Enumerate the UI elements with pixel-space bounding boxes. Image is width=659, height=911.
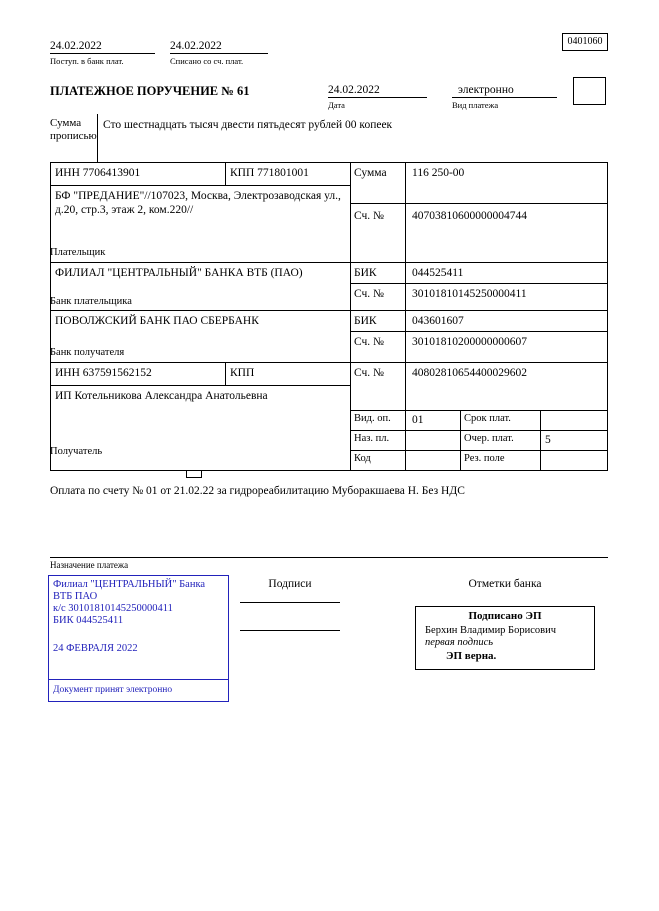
payer-bank-section-label: Банк плательщика (50, 296, 132, 307)
payment-kind-value: электронно (458, 84, 514, 96)
payee-kpp-label: КПП (230, 367, 255, 379)
payer-account-label: Сч. № (354, 210, 385, 222)
payee-inn: ИНН 637591562152 (55, 367, 152, 379)
debited-date-label: Списано со сч. плат. (170, 56, 244, 66)
underline (50, 53, 155, 54)
grid-line (540, 410, 541, 470)
sum-value: 116 250-00 (412, 167, 465, 179)
signature-line (240, 602, 340, 603)
grid-line (50, 162, 608, 163)
term-label: Срок плат. (464, 413, 511, 424)
underline (452, 97, 557, 98)
grid-line (97, 114, 98, 162)
payer-bank-bik-value: 044525411 (412, 267, 464, 279)
esign-stamp-box (415, 606, 595, 670)
payee-account-value: 40802810654400029602 (412, 367, 527, 379)
grid-line (350, 283, 608, 284)
purpose-text: Оплата по счету № 01 от 21.02.22 за гидрореабилитацию Муборакшаева Н. Без НДС (50, 485, 465, 497)
grid-line (350, 410, 608, 411)
stamp-footer: Документ принят электронно (49, 679, 228, 701)
underline (170, 53, 268, 54)
payer-bank-account-label: Сч. № (354, 288, 385, 300)
page-title: ПЛАТЕЖНОЕ ПОРУЧЕНИЕ № 61 (50, 84, 250, 98)
payer-inn: ИНН 7706413901 (55, 167, 141, 179)
payment-kind-label: Вид платежа (452, 100, 499, 110)
stamp-line-3: к/с 30101810145250000411 (53, 603, 173, 614)
priority-label: Очер. плат. (464, 433, 514, 444)
payee-bank-name: ПОВОЛЖСКИЙ БАНК ПАО СБЕРБАНК (55, 315, 259, 327)
grid-line (405, 162, 406, 470)
debited-date-value: 24.02.2022 (170, 40, 222, 52)
payer-bank-name: ФИЛИАЛ "ЦЕНТРАЛЬНЫЙ" БАНКА ВТБ (ПАО) (55, 267, 303, 279)
payee-name: ИП Котельникова Александра Анатольевна (55, 390, 268, 402)
grid-line (460, 410, 461, 470)
grid-line (350, 203, 608, 204)
form-code: 0401060 (567, 36, 603, 47)
grid-line (50, 310, 608, 311)
bank-stamp-box (48, 575, 229, 702)
header-box (573, 77, 606, 105)
op-kind-label: Вид. оп. (354, 413, 391, 424)
payer-account-value: 40703810600000004744 (412, 210, 527, 222)
payer-bank-bik-label: БИК (354, 267, 377, 279)
payee-bank-bik-value: 043601607 (412, 315, 464, 327)
op-kind-value: 01 (412, 414, 424, 426)
amount-words-label: Сумма прописью (50, 117, 97, 143)
grid-line (350, 430, 608, 431)
grid-line (225, 162, 226, 185)
doc-date-label: Дата (328, 100, 345, 110)
grid-line (50, 385, 350, 386)
sum-label: Сумма (354, 167, 387, 179)
grid-line (350, 331, 608, 332)
reserve-label: Рез. поле (464, 453, 505, 464)
signature-line (240, 630, 340, 631)
priority-value: 5 (545, 434, 551, 446)
doc-date-value: 24.02.2022 (328, 84, 380, 96)
esign-verdict: ЭП верна. (446, 649, 497, 662)
signatures-label: Подписи (268, 578, 312, 590)
payee-bank-account-value: 30101810200000000607 (412, 336, 527, 348)
received-date-label: Поступ. в банк плат. (50, 56, 124, 66)
bank-marks-label: Отметки банка (468, 578, 542, 590)
grid-line (50, 262, 608, 263)
payee-bank-section-label: Банк получателя (50, 347, 125, 358)
grid-line (50, 162, 51, 470)
grid-line (50, 470, 608, 471)
grid-line (607, 162, 608, 470)
grid-line (50, 362, 608, 363)
underline (328, 97, 427, 98)
purpose-code-label: Наз. пл. (354, 433, 390, 444)
stamp-line-1: Филиал "ЦЕНТРАЛЬНЫЙ" Банка (53, 579, 206, 590)
purpose-label: Назначение платежа (50, 560, 129, 570)
grid-line (350, 162, 351, 470)
bracket-mark (186, 470, 202, 478)
stamp-line-2: ВТБ ПАО (53, 591, 98, 602)
payee-bank-bik-label: БИК (354, 315, 377, 327)
grid-line (50, 557, 608, 558)
received-date-value: 24.02.2022 (50, 40, 102, 52)
code-label: Код (354, 453, 371, 464)
stamp-date: 24 ФЕВРАЛЯ 2022 (53, 643, 138, 654)
grid-line (225, 362, 226, 385)
esign-name: Берхин Владимир Борисович (425, 624, 556, 636)
grid-line (350, 450, 608, 451)
payee-bank-account-label: Сч. № (354, 336, 385, 348)
amount-words-value: Сто шестнадцать тысяч двести пятьдесят рублей 00 копеек (103, 119, 393, 131)
form-code-box (562, 33, 608, 51)
payer-bank-account-value: 30101810145250000411 (412, 288, 527, 300)
stamp-line-4: БИК 044525411 (53, 615, 124, 626)
payer-section-label: Плательщик (50, 247, 106, 258)
esign-role: первая подпись (425, 637, 494, 648)
payer-name: БФ "ПРЕДАНИЕ"//107023, Москва, Электрозаводская ул., д.20, стр.3, этаж 2, ком.220// (55, 190, 344, 217)
payee-account-label: Сч. № (354, 367, 385, 379)
payer-kpp: КПП 771801001 (230, 167, 309, 179)
grid-line (50, 185, 350, 186)
payee-section-label: Получатель (50, 446, 103, 457)
esign-title: Подписано ЭП (468, 610, 542, 622)
